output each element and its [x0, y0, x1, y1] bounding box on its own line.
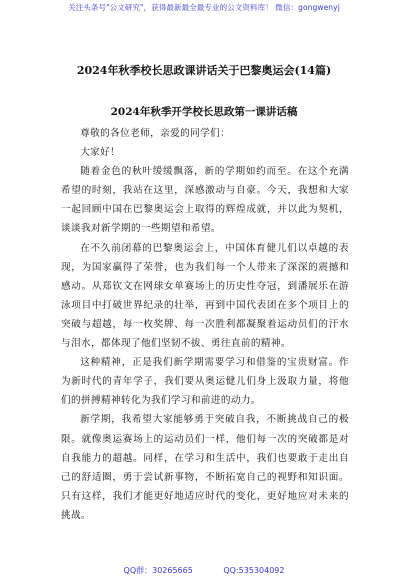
header-banner: 关注头条号"公文研究"，获得最新最全最专业的公文资料库！ 微信：gongwenyj — [68, 3, 340, 12]
document-title: 2024年秋季校长思政课讲话关于巴黎奥运会(14篇) — [76, 64, 332, 77]
body-paragraph: 新学期，我希望大家能够勇于突破自我，不断挑战自己的极限。就像奥运赛场上的运动员们一样，他们每一次的突破都是对自我能力的超越。同样，在学习和生活中，我们也要敢于走出自己的舒适圈，勇于尝试新事物，不断拓宽自己的视野和知识面。只有这样，我们才能更好地适应时代的变化，更好地应对未来的挑战。 — [61, 414, 349, 521]
body-paragraph: 随着金色的秋叶缓缓飘落，新的学期如约而至。在这个充满希望的时刻，我站在这里，深感激动与自豪。今天，我想和大家一起回顾中国在巴黎奥运会上取得的辉煌成就，并以此为契机，谈谈我对新学期的一些期望和希望。 — [61, 166, 349, 235]
body-paragraph: 这种精神，正是我们新学期需要学习和借鉴的宝贵财富。作为新时代的青年学子，我们要从奥运健儿们身上汲取力量，将他们的拼搏精神转化为我们学习和前进的动力。 — [61, 357, 349, 407]
body-paragraph: 在不久前闭幕的巴黎奥运会上，中国体育健儿们以卓越的表现，为国家赢得了荣誉，也为我们每一个人带来了深深的震撼和感动。从郑钦文在网球女单赛场上的历史性夺冠，到潘展乐在游泳项目中打破世界纪录的壮举，再到中国代表团在多个项目上的突破与超越，每一枚奖牌、每一次胜利都凝聚着运动员们的汗水与泪水，都体现了他们坚韧不拔、勇往直前的精神。 — [61, 242, 349, 350]
footer-qq-group: QQ群：30265665 — [123, 566, 193, 575]
section-title: 2024年秋季开学校长思政第一课讲话稿 — [110, 106, 298, 118]
document-body — [61, 124, 349, 525]
footer-contact — [0, 565, 408, 576]
footer-qq: QQ:535304092 — [223, 566, 285, 575]
salutation-paragraph: 尊敬的各位老师，亲爱的同学们： — [80, 128, 231, 139]
greeting-paragraph: 大家好！ — [80, 147, 121, 159]
